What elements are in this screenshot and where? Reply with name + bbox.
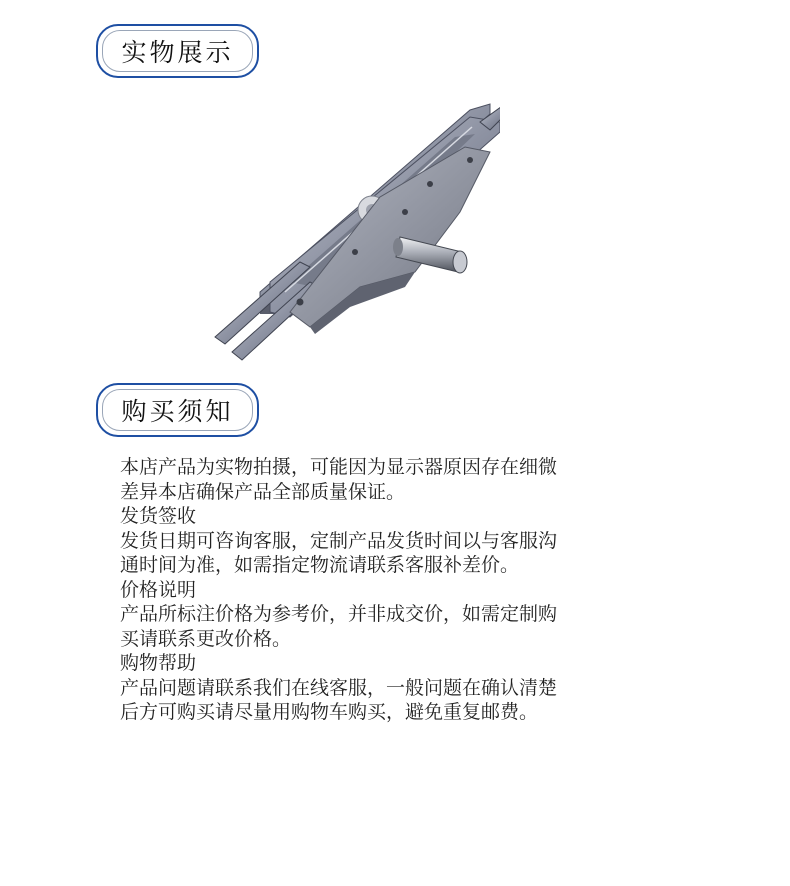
notice-heading-shipping: 发货签收 [120, 505, 197, 527]
product-photo [200, 92, 500, 362]
section-header-inner-border [102, 389, 253, 431]
section-header-display [96, 24, 259, 78]
notice-text-help: 产品问题请联系我们在线客服，一般问题在确认清楚 后方可购买请尽量用购物车购买，避免重复邮费。 [120, 676, 558, 723]
notice-heading-help: 购物帮助 [120, 652, 197, 674]
section-header-inner-border [102, 30, 253, 72]
notice-heading-price: 价格说明 [120, 578, 197, 601]
notice-text-price: 产品所标注价格为参考价，并非成交价，如需定制购 买请联系更改价格。 [120, 603, 558, 650]
section-header-notice [96, 383, 259, 437]
notice-text-shipping: 发货日期可咨询客服，定制产品发货时间以与客服沟 通时间为准，如需指定物流请联系客服补差价。 [120, 529, 558, 576]
section-title-notice: 购买须知 [121, 397, 234, 426]
notice-intro: 本店产品为实物拍摄，可能因为显示器原因存在细微 差异本店确保产品全部质量保证。 [120, 456, 558, 503]
section-title-display: 实物展示 [121, 38, 234, 67]
notice-body [120, 455, 680, 725]
